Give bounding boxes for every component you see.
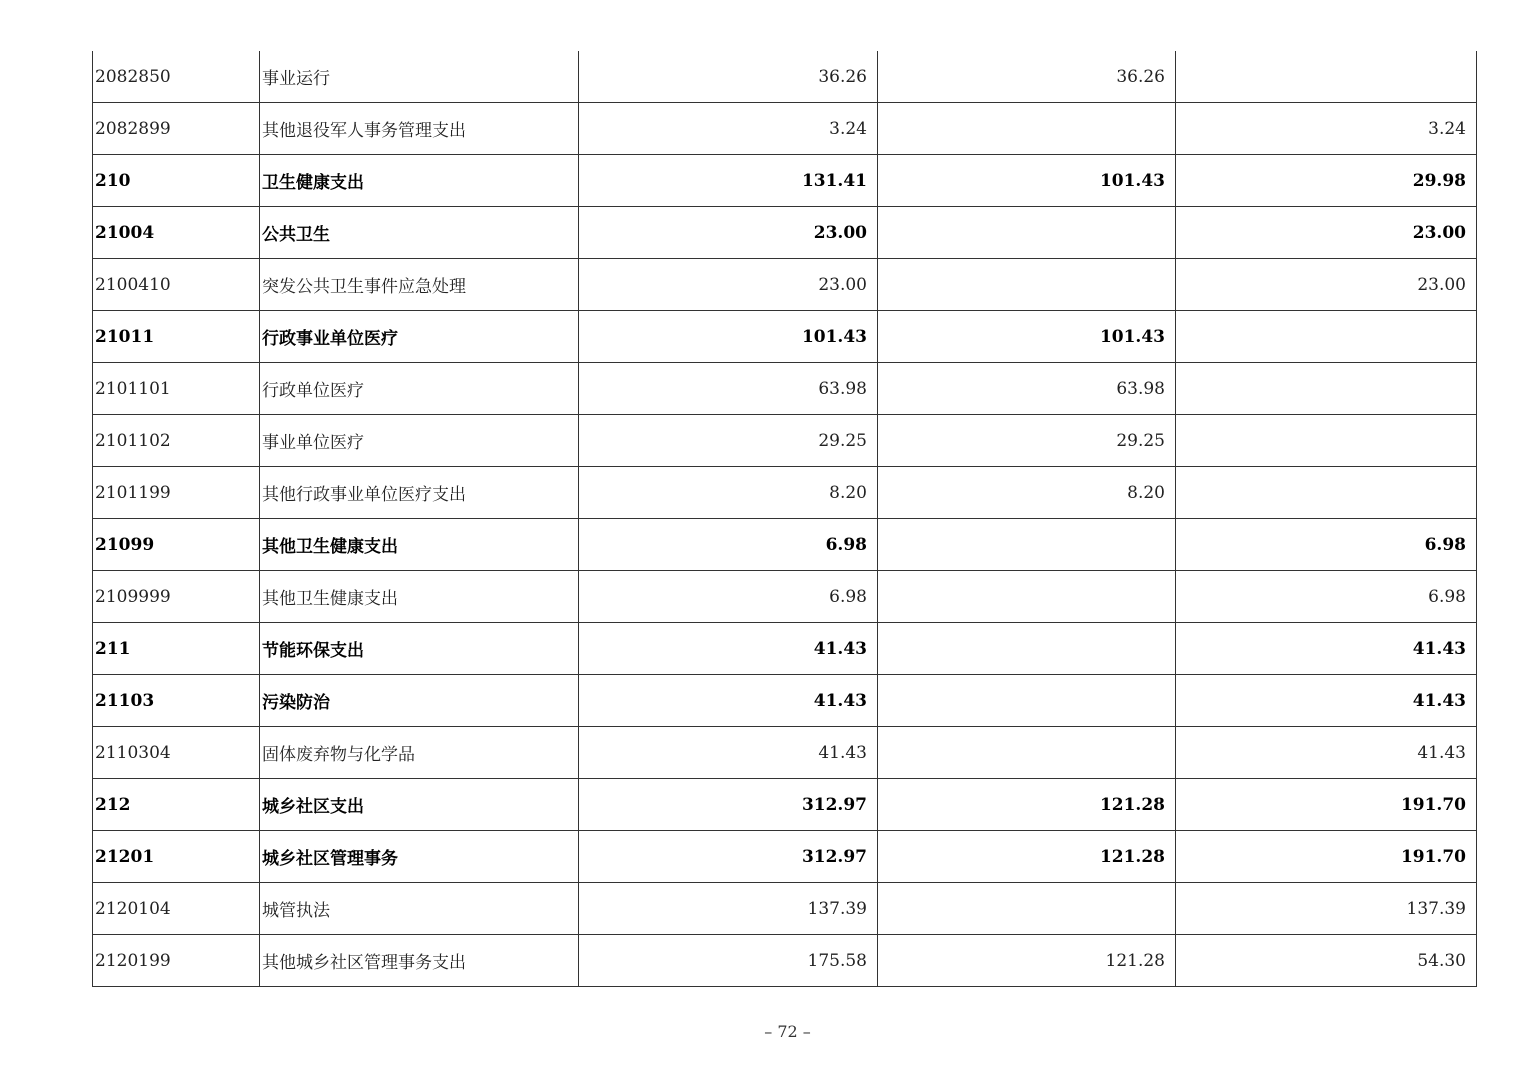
subject-code-cell: 2082899	[93, 103, 260, 155]
table-row	[93, 883, 1477, 935]
subject-name-cell: 其他卫生健康支出	[260, 571, 579, 623]
total-amount-cell: 41.43	[579, 727, 878, 779]
table-row	[93, 623, 1477, 675]
subject-name-cell: 行政事业单位医疗	[260, 311, 579, 363]
total-amount-cell: 312.97	[579, 831, 878, 883]
table-row	[93, 51, 1477, 103]
subject-name-cell: 突发公共卫生事件应急处理	[260, 259, 579, 311]
project-expenditure-cell: 41.43	[1176, 623, 1477, 675]
table-row	[93, 571, 1477, 623]
subject-code-cell: 21004	[93, 207, 260, 259]
basic-expenditure-cell	[878, 571, 1176, 623]
table-body	[93, 51, 1477, 987]
subject-name-cell: 城乡社区管理事务	[260, 831, 579, 883]
page-number: – 72 –	[764, 1022, 811, 1041]
subject-code-cell: 2101102	[93, 415, 260, 467]
subject-name-cell: 节能环保支出	[260, 623, 579, 675]
subject-code-cell: 21103	[93, 675, 260, 727]
table-row	[93, 155, 1477, 207]
project-expenditure-cell: 6.98	[1176, 571, 1477, 623]
basic-expenditure-cell	[878, 883, 1176, 935]
budget-expenditure-table	[92, 51, 1477, 987]
project-expenditure-cell	[1176, 415, 1477, 467]
project-expenditure-cell: 6.98	[1176, 519, 1477, 571]
subject-name-cell: 卫生健康支出	[260, 155, 579, 207]
table-row	[93, 779, 1477, 831]
subject-code-cell: 211	[93, 623, 260, 675]
subject-name-cell: 其他城乡社区管理事务支出	[260, 935, 579, 987]
table-row	[93, 311, 1477, 363]
basic-expenditure-cell	[878, 259, 1176, 311]
basic-expenditure-cell: 101.43	[878, 155, 1176, 207]
table-row	[93, 519, 1477, 571]
basic-expenditure-cell: 121.28	[878, 779, 1176, 831]
subject-name-cell: 城管执法	[260, 883, 579, 935]
subject-code-cell: 2110304	[93, 727, 260, 779]
table-row	[93, 103, 1477, 155]
table-row	[93, 363, 1477, 415]
subject-code-cell: 21201	[93, 831, 260, 883]
table-row	[93, 935, 1477, 987]
total-amount-cell: 6.98	[579, 519, 878, 571]
basic-expenditure-cell	[878, 727, 1176, 779]
table-row	[93, 727, 1477, 779]
subject-name-cell: 污染防治	[260, 675, 579, 727]
total-amount-cell: 137.39	[579, 883, 878, 935]
total-amount-cell: 6.98	[579, 571, 878, 623]
table-row	[93, 831, 1477, 883]
basic-expenditure-cell	[878, 623, 1176, 675]
project-expenditure-cell: 191.70	[1176, 779, 1477, 831]
total-amount-cell: 63.98	[579, 363, 878, 415]
project-expenditure-cell: 54.30	[1176, 935, 1477, 987]
subject-name-cell: 其他行政事业单位医疗支出	[260, 467, 579, 519]
project-expenditure-cell	[1176, 51, 1477, 103]
project-expenditure-cell: 41.43	[1176, 727, 1477, 779]
project-expenditure-cell: 137.39	[1176, 883, 1477, 935]
total-amount-cell: 131.41	[579, 155, 878, 207]
subject-code-cell: 2101101	[93, 363, 260, 415]
subject-code-cell: 21011	[93, 311, 260, 363]
project-expenditure-cell: 23.00	[1176, 259, 1477, 311]
project-expenditure-cell	[1176, 363, 1477, 415]
total-amount-cell: 41.43	[579, 675, 878, 727]
basic-expenditure-cell: 29.25	[878, 415, 1176, 467]
project-expenditure-cell: 191.70	[1176, 831, 1477, 883]
basic-expenditure-cell	[878, 519, 1176, 571]
subject-name-cell: 其他退役军人事务管理支出	[260, 103, 579, 155]
subject-name-cell: 其他卫生健康支出	[260, 519, 579, 571]
subject-name-cell: 固体废弃物与化学品	[260, 727, 579, 779]
subject-name-cell: 事业运行	[260, 51, 579, 103]
basic-expenditure-cell	[878, 103, 1176, 155]
basic-expenditure-cell: 8.20	[878, 467, 1176, 519]
total-amount-cell: 101.43	[579, 311, 878, 363]
total-amount-cell: 8.20	[579, 467, 878, 519]
total-amount-cell: 36.26	[579, 51, 878, 103]
subject-name-cell: 事业单位医疗	[260, 415, 579, 467]
project-expenditure-cell: 29.98	[1176, 155, 1477, 207]
subject-code-cell: 2101199	[93, 467, 260, 519]
total-amount-cell: 175.58	[579, 935, 878, 987]
subject-code-cell: 210	[93, 155, 260, 207]
project-expenditure-cell	[1176, 467, 1477, 519]
table-row	[93, 259, 1477, 311]
total-amount-cell: 29.25	[579, 415, 878, 467]
basic-expenditure-cell: 121.28	[878, 831, 1176, 883]
subject-code-cell: 2109999	[93, 571, 260, 623]
basic-expenditure-cell: 36.26	[878, 51, 1176, 103]
project-expenditure-cell: 41.43	[1176, 675, 1477, 727]
subject-code-cell: 21099	[93, 519, 260, 571]
basic-expenditure-cell	[878, 207, 1176, 259]
subject-name-cell: 行政单位医疗	[260, 363, 579, 415]
project-expenditure-cell: 23.00	[1176, 207, 1477, 259]
basic-expenditure-cell: 63.98	[878, 363, 1176, 415]
subject-code-cell: 2120104	[93, 883, 260, 935]
project-expenditure-cell: 3.24	[1176, 103, 1477, 155]
table-row	[93, 675, 1477, 727]
subject-code-cell: 2082850	[93, 51, 260, 103]
subject-name-cell: 城乡社区支出	[260, 779, 579, 831]
table-row	[93, 207, 1477, 259]
total-amount-cell: 23.00	[579, 259, 878, 311]
subject-name-cell: 公共卫生	[260, 207, 579, 259]
table-row	[93, 415, 1477, 467]
total-amount-cell: 312.97	[579, 779, 878, 831]
subject-code-cell: 212	[93, 779, 260, 831]
subject-code-cell: 2100410	[93, 259, 260, 311]
basic-expenditure-cell: 121.28	[878, 935, 1176, 987]
total-amount-cell: 3.24	[579, 103, 878, 155]
subject-code-cell: 2120199	[93, 935, 260, 987]
table-row	[93, 467, 1477, 519]
total-amount-cell: 41.43	[579, 623, 878, 675]
basic-expenditure-cell: 101.43	[878, 311, 1176, 363]
project-expenditure-cell	[1176, 311, 1477, 363]
total-amount-cell: 23.00	[579, 207, 878, 259]
basic-expenditure-cell	[878, 675, 1176, 727]
